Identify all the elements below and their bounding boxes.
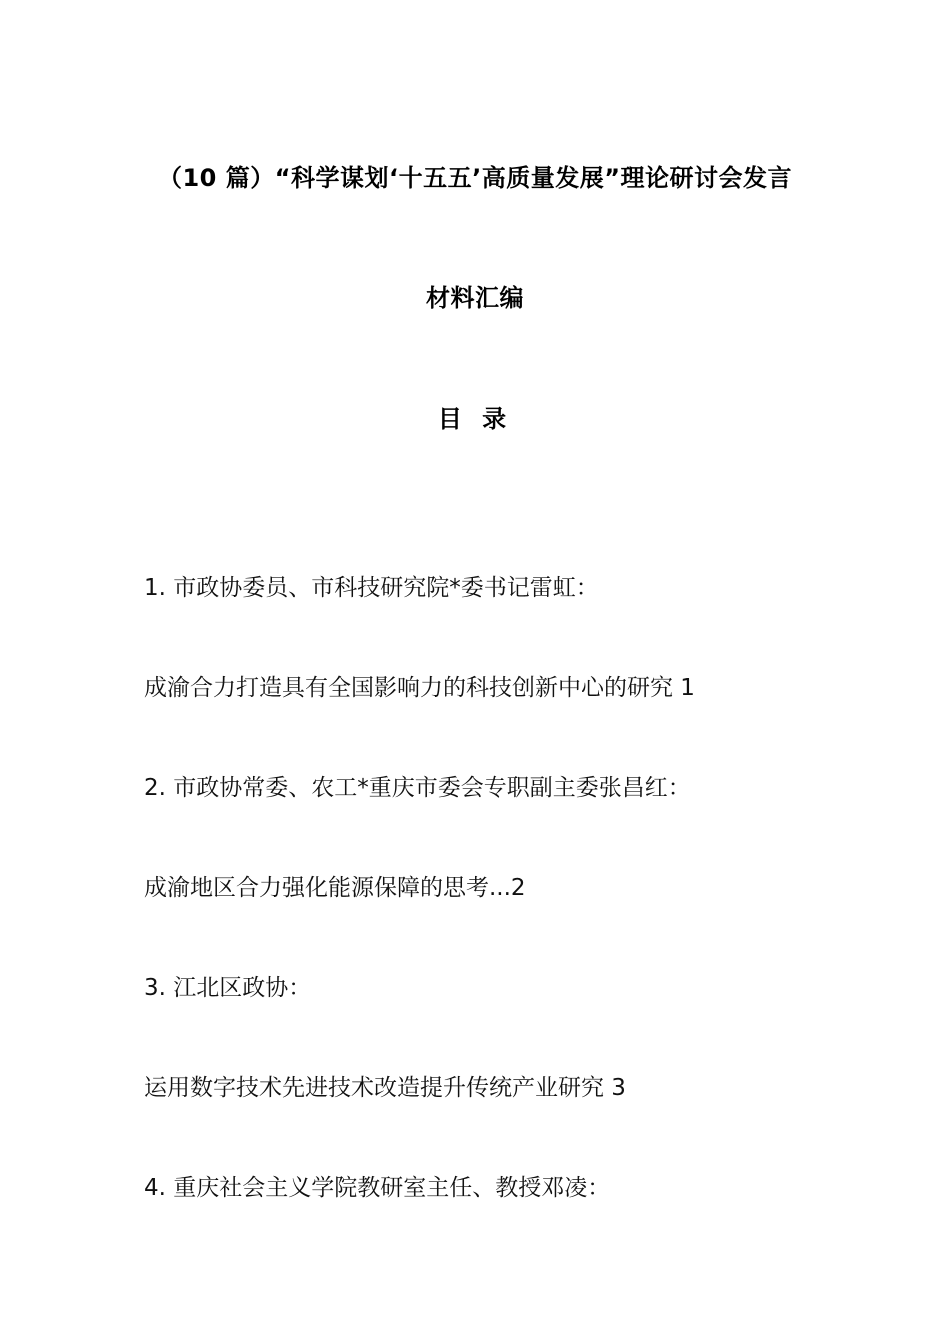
toc-entry-2-title[interactable]: 成渝地区合力强化能源保障的思考...2 xyxy=(144,875,526,901)
toc-entry-4-speaker[interactable]: 4. 重庆社会主义学院教研室主任、教授邓凌： xyxy=(144,1175,611,1201)
toc-entry-2-speaker[interactable]: 2. 市政协常委、农工*重庆市委会专职副主委张昌红： xyxy=(144,775,691,801)
toc-heading: 目 录 xyxy=(437,405,513,433)
toc-entry-3-speaker[interactable]: 3. 江北区政协： xyxy=(144,975,312,1001)
toc-entry-1-title[interactable]: 成渝合力打造具有全国影响力的科技创新中心的研究 1 xyxy=(144,675,695,701)
document-title-line-2: 材料汇编 xyxy=(426,284,524,312)
toc-entry-1-speaker[interactable]: 1. 市政协委员、市科技研究院*委书记雷虹： xyxy=(144,575,599,601)
document-title-line-1: （10 篇）“科学谋划‘十五五’高质量发展”理论研讨会发言 xyxy=(157,164,793,192)
toc-entry-3-title[interactable]: 运用数字技术先进技术改造提升传统产业研究 3 xyxy=(144,1075,626,1101)
